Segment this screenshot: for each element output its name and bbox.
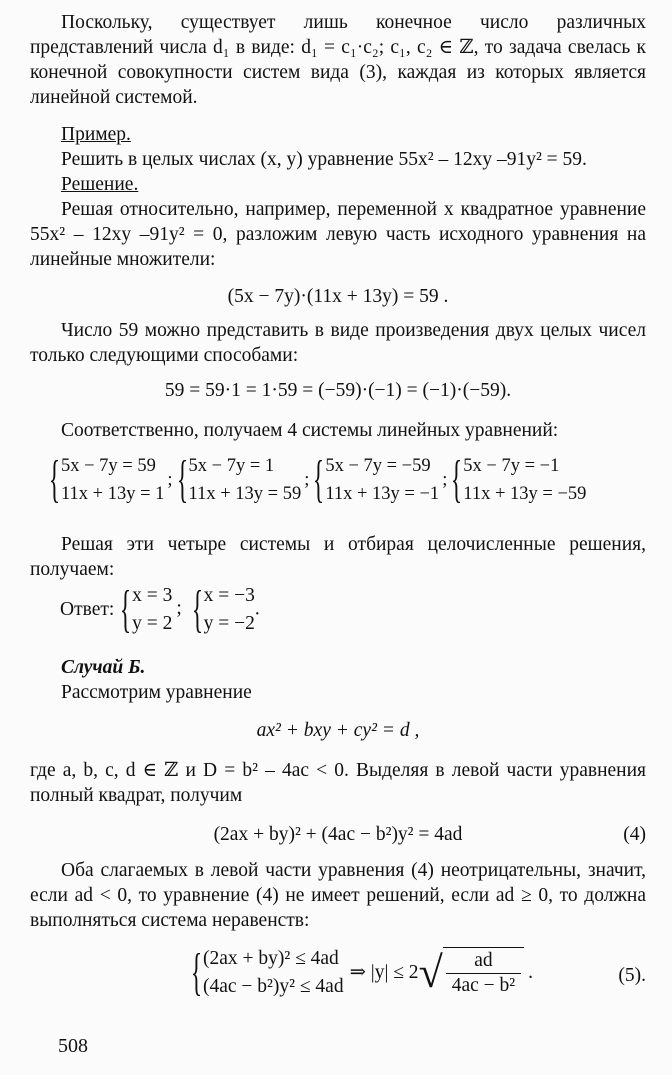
systems-row — [48, 452, 658, 508]
paragraph-text: Решая эти четыре системы и отбирая целочисленные решения, получаем: — [30, 534, 646, 580]
answer-row-text: y = 2 — [132, 613, 173, 634]
paragraph-factor — [30, 197, 646, 272]
paragraph-intro — [30, 10, 646, 110]
fraction-denominator: 4ac − b² — [451, 975, 516, 996]
system-row: 5x − 7y = 59 — [60, 456, 156, 476]
answer-row-text: y = −2 — [203, 613, 255, 634]
equation-factor — [30, 284, 646, 310]
system-1: { 5x − 7y = 59 11x + 13y = 1 — [48, 451, 165, 508]
equation-number: (5). — [618, 965, 646, 986]
paragraph-products — [30, 318, 646, 368]
equation-general — [30, 718, 646, 744]
separator: ; — [167, 470, 173, 490]
example-block — [30, 122, 646, 197]
paragraph-text: Решая относительно, например, переменной x квадратное уравнение 55x² – 12xy –91y² = 0, разложим левую часть исходного уравнения на линейные множители: — [30, 199, 646, 270]
example-text: Решить в целых числах (x, y) уравнение 55x² – 12xy –91y² = 59. — [61, 149, 587, 170]
system-row: 11x + 13y = −1 — [325, 484, 440, 504]
system-row: 5x − 7y = −59 — [325, 456, 431, 476]
paragraph-complete-square — [30, 758, 646, 808]
inequality-row: (2ax + by)² ≤ 4ad — [202, 948, 339, 969]
answer-system-1: { x = 3 y = 2 — [120, 581, 173, 638]
equation-4 — [30, 822, 646, 848]
system-row: 5x − 7y = 1 — [188, 456, 275, 476]
solution-label: Решение. — [61, 174, 139, 195]
equation-number: (4) — [623, 824, 646, 845]
inequality-row: (4ac − b²)y² ≤ 4ad — [202, 976, 344, 997]
equation-text: ax² + bxy + cy² = d , — [256, 720, 420, 741]
sqrt-expression: √ $\frac{ad}{\text{4ac − b²}}$ — [419, 947, 525, 999]
paragraph-text: Соответственно, получаем 4 системы линейных уравнений: — [61, 420, 559, 441]
separator: . — [528, 962, 533, 983]
answer-row-text: x = −3 — [203, 585, 255, 606]
answer-row — [60, 582, 672, 638]
inequality-brace-system: { (2ax + by)² ≤ 4ad (4ac − b²)y² ≤ 4ad — [190, 944, 344, 1001]
system-3: { 5x − 7y = −59 11x + 13y = −1 — [313, 451, 440, 508]
answer-system-2: { x = −3 y = −2 — [191, 581, 255, 638]
system-row: 11x + 13y = 1 — [60, 484, 165, 504]
equation-text: (2ax + by)² + (4ac − b²)y² = 4ad — [213, 824, 463, 845]
system-row: 11x + 13y = −59 — [463, 484, 587, 504]
equation-text: 59 = 59·1 = 1·59 = (−59)·(−1) = (−1)·(−59). — [164, 380, 512, 401]
paragraph-nonnegative — [30, 858, 646, 933]
answer-label: Ответ: — [60, 599, 115, 620]
system-row: 5x − 7y = −1 — [463, 456, 560, 476]
inequality-system — [30, 945, 646, 1005]
fraction-numerator: ad — [446, 949, 521, 974]
paragraph-text: Рассмотрим уравнение — [61, 682, 252, 703]
system-4: { 5x − 7y = −1 11x + 13y = −59 — [451, 451, 587, 508]
case-label: Случай Б. — [61, 657, 146, 678]
paragraph-text: Поскольку, существует лишь конечное число различных представлений числа d₁ в виде: d₁ = c₁·c₂; c₁, c₂ ∈ ℤ, то задача свелась к конечной совокупности систем вида (3), каждая из которых является линейной системой. — [30, 12, 646, 108]
page-number: 508 — [58, 1035, 88, 1057]
separator: ; — [304, 470, 310, 490]
implies-text: ⇒ |y| ≤ 2 — [349, 962, 419, 983]
paragraph-solutions — [30, 532, 646, 582]
example-label: Пример. — [61, 124, 131, 145]
separator: ; — [176, 598, 182, 620]
paragraph-text: Число 59 можно представить в виде произведения двух целых чисел только следующими способами: — [30, 320, 646, 366]
equation-text: (5x − 7y)·(11x + 13y) = 59 . — [227, 286, 449, 307]
answer-row-text: x = 3 — [132, 585, 173, 606]
paragraph-text: где a, b, c, d ∈ ℤ и D = b² – 4ac < 0. Выделяя в левой части уравнения полный квадрат, получим — [30, 760, 646, 806]
equation-products — [30, 378, 646, 404]
paragraph-text: Оба слагаемых в левой части уравнения (4) неотрицательны, значит, если ad < 0, то уравнение (4) не имеет решений, если ad ≥ 0, то должна выполняться система неравенств: — [30, 860, 646, 931]
separator: . — [254, 598, 260, 620]
paragraph-systems — [30, 418, 646, 443]
system-2: { 5x − 7y = 1 11x + 13y = 59 — [176, 451, 302, 508]
system-row: 11x + 13y = 59 — [188, 484, 302, 504]
separator: ; — [442, 470, 448, 490]
case-block — [30, 655, 646, 705]
